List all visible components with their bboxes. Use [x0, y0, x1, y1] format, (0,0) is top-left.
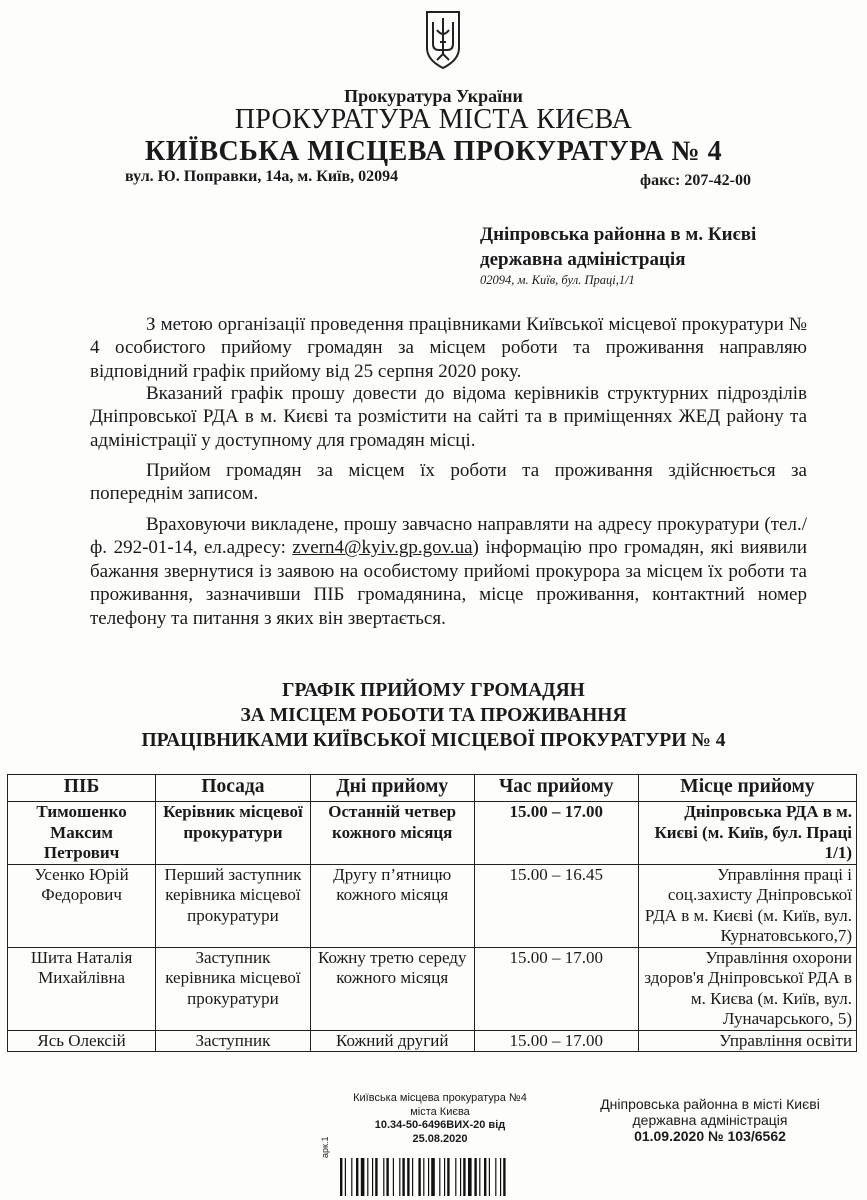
cell-place: Управління освіти — [638, 1030, 856, 1052]
table-row — [8, 947, 857, 1030]
paragraph-purpose — [90, 313, 807, 383]
cell-name: Ясь Олексій — [8, 1030, 156, 1052]
table-row — [8, 802, 857, 865]
cell-position: Керівник місцевої прокуратури — [156, 802, 311, 865]
office-name-local: КИЇВСЬКА МІСЦЕВА ПРОКУРАТУРА № 4 — [144, 136, 723, 167]
cell-days: Кожний другий — [310, 1030, 474, 1052]
schedule-title-line2: ЗА МІСЦЕМ РОБОТИ ТА ПРОЖИВАННЯ — [240, 705, 627, 726]
paragraph-request — [90, 513, 807, 630]
barcode-icon — [340, 1158, 550, 1196]
table-row — [8, 864, 857, 947]
cell-time: 15.00 – 16.45 — [474, 864, 638, 947]
outgoing-stamp-date: 25.08.2020 — [412, 1132, 468, 1145]
recipient-block — [480, 222, 756, 288]
cell-place: Управління праці і соц.захисту Дніпровської РДА в м. Києві (м. Київ, вул. Курнатовського,7) — [638, 864, 856, 947]
table-row — [8, 1030, 857, 1052]
cell-position: Заступник керівника місцевої прокуратури — [156, 947, 311, 1030]
trident-emblem-icon — [423, 8, 463, 70]
outgoing-stamp-number: 10.34-50-6496ВИХ-20 від — [374, 1119, 506, 1131]
cell-days: Останній четвер кожного місяця — [310, 802, 474, 865]
cell-days: Кожну третю середу кожного місяця — [310, 947, 474, 1030]
cell-place: Дніпровська РДА в м. Києві (м. Київ, бул. Праці 1/1) — [638, 802, 856, 865]
cell-position: Заступник — [156, 1030, 311, 1052]
column-header-place: Місце прийому — [638, 775, 856, 802]
cell-time: 15.00 – 17.00 — [474, 1030, 638, 1052]
outgoing-stamp — [320, 1092, 560, 1146]
column-header-name: ПІБ — [8, 775, 156, 802]
cell-name: Шита Наталія Михайлівна — [8, 947, 156, 1030]
office-address: вул. Ю. Поправки, 14а, м. Київ, 02094 — [125, 168, 399, 185]
request-text-after: ) інформацію про громадян, які виявили бажання звернутися із заявою на особистому прийомі прокурора за місцем їх роботи та проживання, зазначивши ПІБ громадянина, місце проживання, контактний номер телефону та питання з яких він звертається. — [90, 537, 807, 629]
cell-name: Усенко Юрій Федорович — [8, 864, 156, 947]
recipient-name-line1: Дніпровська районна в м. Києві — [480, 224, 757, 245]
office-fax: факс: 207-42-00 — [640, 172, 751, 189]
paragraph-distribution — [90, 382, 807, 452]
office-name-city: ПРОКУРАТУРА МІСТА КИЄВА — [234, 104, 633, 135]
incoming-stamp-line2: державна адміністрація — [632, 1112, 788, 1128]
office-name-small: Прокуратура України — [344, 86, 523, 106]
incoming-stamp-registration: 01.09.2020 № 103/6562 — [634, 1128, 786, 1144]
column-header-days: Дні прийому — [310, 775, 474, 802]
paragraph-purpose-text: З метою організації проведення працівниками Київської місцевої прокуратури № 4 особистого прийому громадян за місцем роботи та проживання направляю відповідний графік прийому від 25 серпня 2020 року. — [90, 314, 807, 382]
column-header-position: Посада — [156, 775, 311, 802]
cell-name: Тимошенко Максим Петрович — [8, 802, 156, 865]
request-text-before: Враховуючи викладене, прошу завчасно направляти на адресу прокуратури (тел./ф. 292-01-14, ел.адресу: — [90, 514, 807, 559]
schedule-title-line1: ГРАФІК ПРИЙОМУ ГРОМАДЯН — [282, 680, 585, 701]
cell-position: Перший заступник керівника місцевої прокуратури — [156, 864, 311, 947]
cell-days: Другу п’ятницю кожного місяця — [310, 864, 474, 947]
cell-place: Управління охорони здоров'я Дніпровської РДА в м. Києва (м. Київ, вул. Луначарського, 5) — [638, 947, 856, 1030]
cell-time: 15.00 – 17.00 — [474, 802, 638, 865]
paragraph-distribution-text: Вказаний графік прошу довести до відома керівників структурних підрозділів Дніпровської РДА в м. Києві та розмістити на сайті та в приміщеннях ЖЕД району та адміністрації у доступному для громадян місці. — [90, 383, 807, 451]
schedule-table — [7, 774, 857, 1052]
sheet-mark: арк.1 — [320, 1136, 330, 1158]
incoming-stamp — [600, 1096, 820, 1144]
incoming-stamp-line1: Дніпровська районна в місті Києві — [600, 1096, 820, 1112]
paragraph-appointment — [90, 459, 807, 506]
paragraph-request-text — [90, 513, 807, 630]
cell-time: 15.00 – 17.00 — [474, 947, 638, 1030]
outgoing-stamp-line2: міста Києва — [410, 1105, 470, 1118]
paragraph-appointment-text: Прийом громадян за місцем їх роботи та проживання здійснюється за попереднім записом. — [90, 460, 807, 505]
schedule-title — [0, 678, 867, 753]
recipient-address: 02094, м. Київ, бул. Праці,1/1 — [480, 273, 635, 287]
email-link[interactable]: zvern4@kyiv.gp.gov.ua — [292, 537, 473, 559]
table-header-row — [8, 775, 857, 802]
outgoing-stamp-line1: Київська місцева прокуратура №4 — [353, 1092, 527, 1104]
column-header-time: Час прийому — [474, 775, 638, 802]
recipient-name-line2: державна адміністрація — [480, 249, 686, 270]
schedule-title-line3: ПРАЦІВНИКАМИ КИЇВСЬКОЇ МІСЦЕВОЇ ПРОКУРАТУРИ № 4 — [141, 730, 726, 751]
